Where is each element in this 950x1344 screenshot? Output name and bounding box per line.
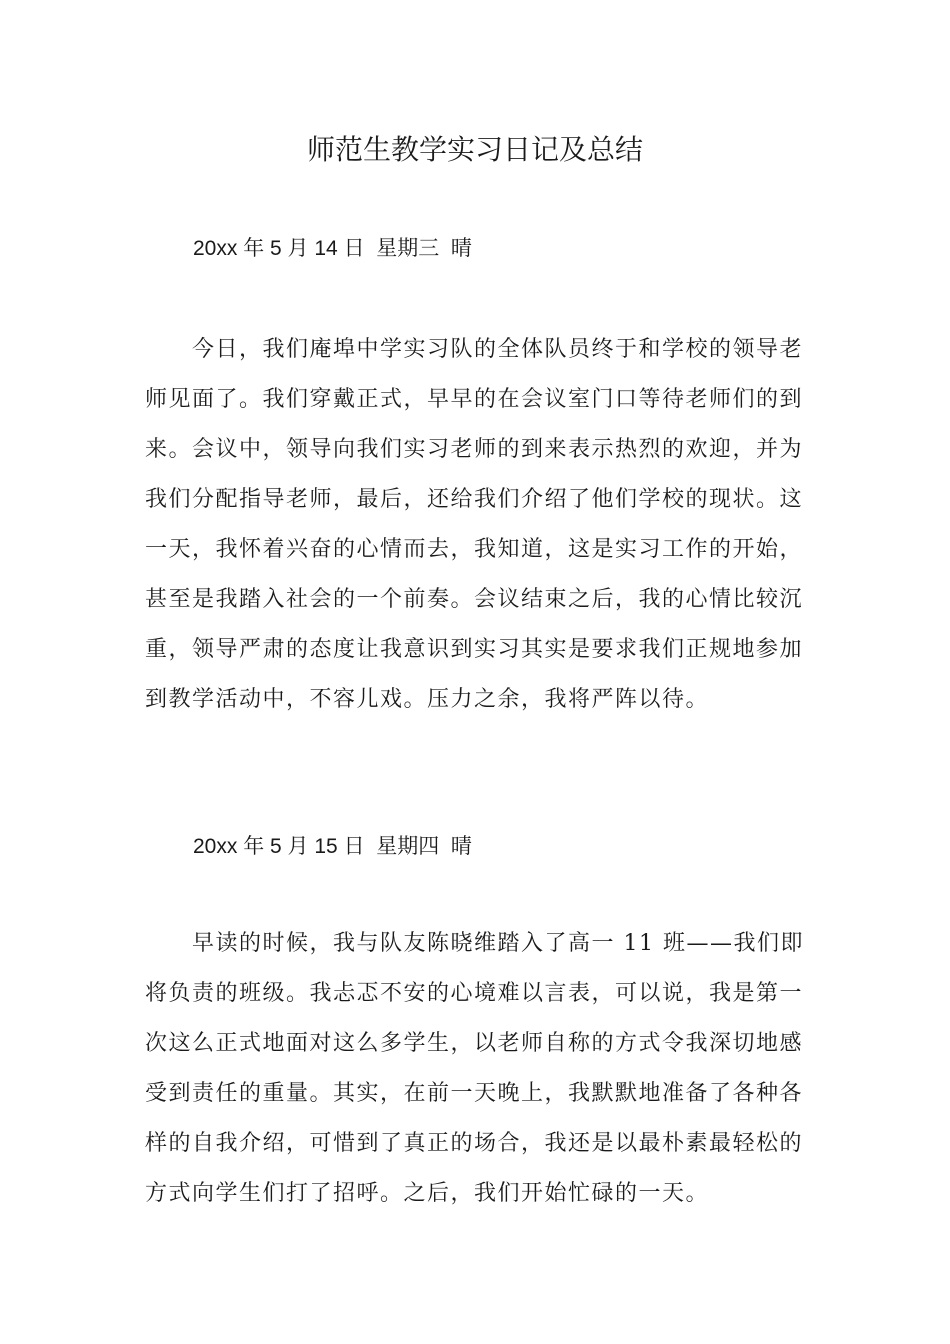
document-title: 师范生教学实习日记及总结: [306, 133, 643, 166]
entry-date-1: 20xx 年 5 月 14 日 星期三 晴: [193, 237, 472, 260]
entry-date-2: 20xx 年 5 月 15 日 星期四 晴: [193, 835, 472, 858]
entry-text-2: 早读的时候，我与队友陈晓维踏入了高一 11 班——我们即将负责的班级。我忐忑不安的心境难以言表，可以说，我是第一次这么正式地面对这么多学生，以老师自称的方式令我深切地感受到责任的重量。其实，在前一天晚上，我默默地准备了各种各样的自我介绍，可惜到了真正的场合，我还是以最朴素最轻松的方式向学生们打了招呼。之后，我们开始忙碌的一天。: [145, 931, 804, 1206]
entry-text-1: 今日，我们庵埠中学实习队的全体队员终于和学校的领导老师见面了。我们穿戴正式，早早的在会议室门口等待老师们的到来。会议中，领导向我们实习老师的到来表示热烈的欢迎，并为我们分配指导老师，最后，还给我们介绍了他们学校的现状。这一天，我怀着兴奋的心情而去，我知道，这是实习工作的开始，甚至是我踏入社会的一个前奏。会议结束之后，我的心情比较沉重，领导严肃的态度让我意识到实习其实是要求我们正规地参加到教学活动中，不容儿戏。压力之余，我将严阵以待。: [145, 337, 804, 712]
